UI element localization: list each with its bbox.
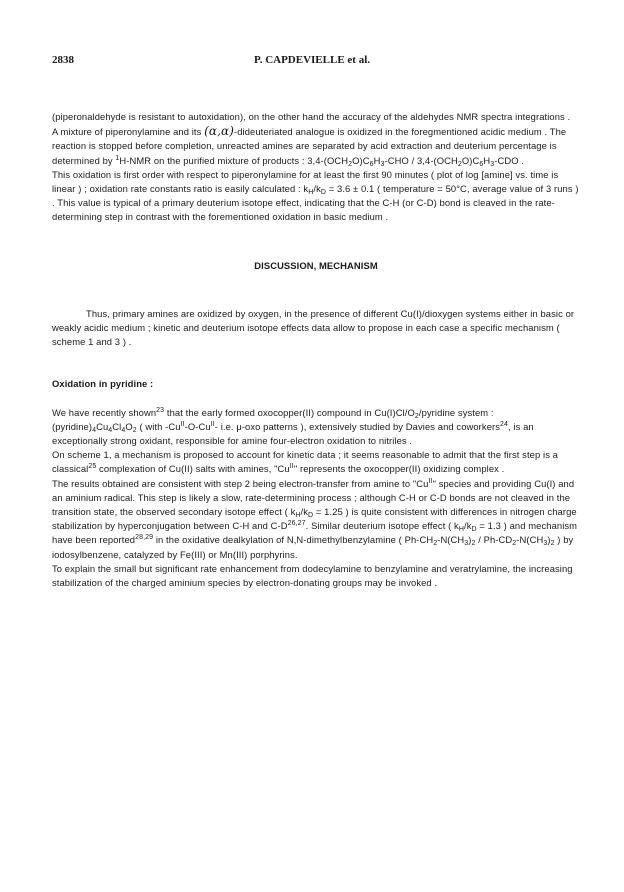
paragraph-pyridine-mechanism: We have recently shown$^{23}$ that the early formed oxocopper(II) compound in $Cu(I)Cl/O_2$/pyridine system : $(pyridine)_4Cu_4Cl_4O_2$ ( with $-Cu^{II}-O-Cu^{II}-$ i.e. μ-oxo patterns ), extensively studied by Davies and coworkers$^{24}$, is an exceptionally strong oxidant, responsible for amine four-electron oxidation to nitriles . On scheme 1, a mechanism is proposed to account for kinetic data ; it seems reasonable to admit that the first step is a classical$^{25}$ complexation of Cu(II) salts with amines, "$Cu^{II}$" represents the oxocopper(II) oxidizing complex . The results obtained are consistent with step 2 being electron-transfer from amine to "$Cu^{II}$" species and providing Cu(I) and an aminium radical. This step is likely a slow, rate-determining process ; although C-H or C-D bonds are not cleaved in the transition state, the observed secondary isotope effect ( $k_H/k_D = 1.25$ ) is quite consistent with differences in nitrogen charge stabilization by hyperconjugation between C-H and $C-D^{26,27}$. Similar deuterium isotope effect ( $k_H/k_D = 1.3$ ) and mechanism have been reported$^{28,29}$ in the oxidative dealkylation of N,N-dimethylbenzylamine ( $Ph-CH_2-N(CH_3)_2 / Ph-CD_2-N(CH_3)_2$ ) by iodosylbenzene, catalyzed by Fe(III) or Mn(III) porphyrins. To explain the small but significant rate enhancement from dodecylamine to benzylamine and veratrylamine, the increasing stabilization of the charged aminium species by electron-donating groups may be invoked .: [52, 406, 578, 589]
subheading-oxidation-in-pyridine: Oxidation in pyridine :: [52, 378, 154, 390]
article-body: [52, 110, 580, 590]
paragraph-deuterium-experiment: (piperonaldehyde is resistant to autoxidation), on the other hand the accuracy of the aldehydes NMR spectra integrations . A mixture of piperonylamine and its (α,α)-dideuteriated analogue is oxidized in the foregmentioned acidic medium . The reaction is stopped before completion, unreacted amines are separated by acid extraction and deuterium percentage is determined by $^1$H-NMR on the purified mixture of products : $3,4-(OCH_2O)C_6H_3$-CHO / $3,4-(OCH_2O)C_6H_3$-CDO . This oxidation is first order with respect to piperonylamine for at least the first 90 minutes ( plot of log [amine] vs. time is linear ) ; oxidation rate constants ratio is easily calculated : $k_H/k_D = 3.6 \pm 0.1$ ( temperature = 50°C, average value of 3 runs ) . This value is typical of a primary deuterium isotope effect, indicating that the C-H (or C-D) bond is cleaved in the rate-determining step in contrast with the forementioned oxidation in basic medium .: [52, 111, 579, 223]
paragraph-discussion-intro: Thus, primary amines are oxidized by oxygen, in the presence of different Cu(I)/dioxygen systems either in basic or weakly acidic medium ; kinetic and deuterium isotope effects data allow to propose in each case a specific mechanism ( scheme 1 and 3 ) .: [52, 307, 575, 348]
running-header: [52, 54, 572, 70]
section-heading-discussion: DISCUSSION, MECHANISM: [254, 259, 378, 271]
page-number: 2838: [52, 54, 74, 66]
running-authors: P. CAPDEVIELLE et al.: [253, 54, 371, 66]
